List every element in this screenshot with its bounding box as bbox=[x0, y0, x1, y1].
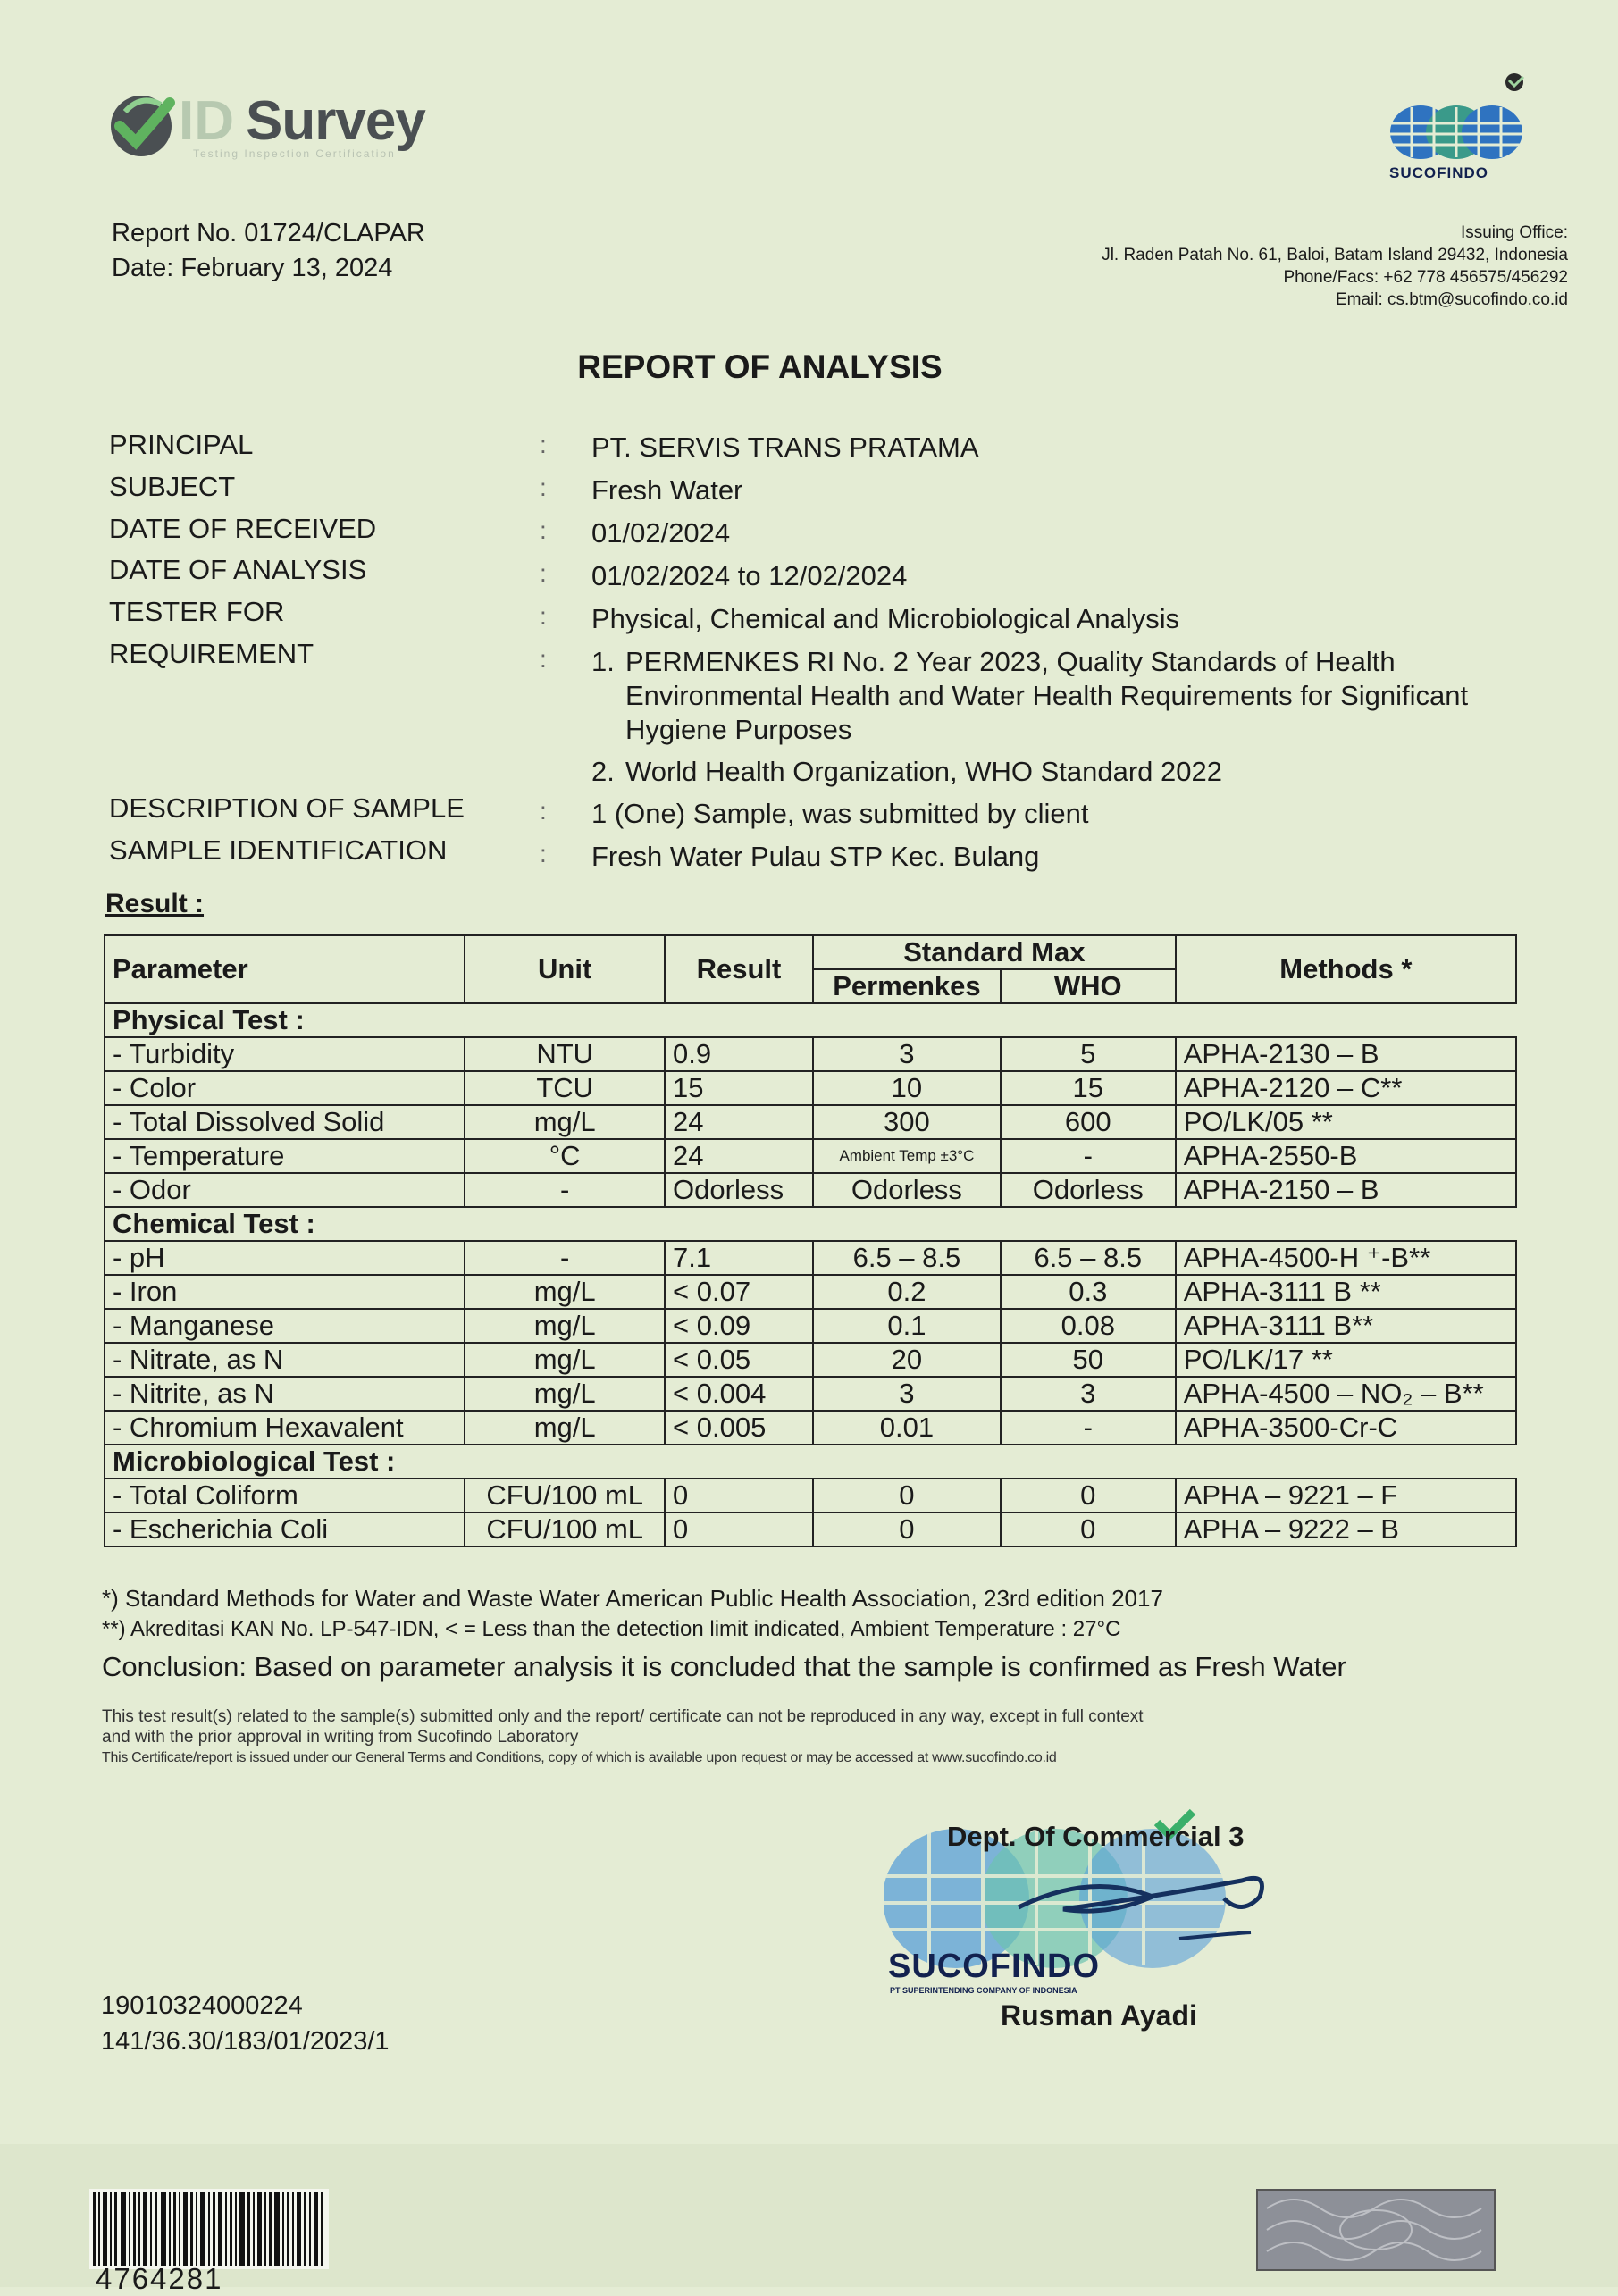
cell-unit: NTU bbox=[465, 1037, 665, 1071]
document-codes bbox=[101, 1988, 390, 2059]
cell-permenkes: 10 bbox=[813, 1071, 1001, 1105]
received-label: DATE OF RECEIVED bbox=[109, 513, 377, 544]
description-label: DESCRIPTION OF SAMPLE bbox=[109, 792, 465, 824]
table-row bbox=[105, 1411, 1516, 1445]
table-row bbox=[105, 1275, 1516, 1309]
report-date: Date: February 13, 2024 bbox=[112, 254, 393, 282]
cell-permenkes: Ambient Temp ±3°C bbox=[813, 1139, 1001, 1173]
colon: : bbox=[540, 559, 547, 587]
cell-parameter: - pH bbox=[105, 1241, 465, 1275]
cell-method: PO/LK/17 ** bbox=[1176, 1343, 1516, 1377]
colon: : bbox=[540, 797, 547, 825]
barcode-number: 4764281 bbox=[96, 2262, 223, 2295]
cell-who: 0.3 bbox=[1001, 1275, 1176, 1309]
cell-who: Odorless bbox=[1001, 1173, 1176, 1207]
cell-parameter: - Total Coliform bbox=[105, 1479, 465, 1513]
cell-method: APHA-3111 B** bbox=[1176, 1309, 1516, 1343]
cell-result: < 0.004 bbox=[665, 1377, 813, 1411]
requirement-number: 1. bbox=[591, 646, 615, 677]
cell-parameter: - Total Dissolved Solid bbox=[105, 1105, 465, 1139]
cell-unit: mg/L bbox=[465, 1411, 665, 1445]
cell-permenkes: 20 bbox=[813, 1343, 1001, 1377]
section-label: Chemical Test : bbox=[105, 1207, 1516, 1241]
cell-permenkes: 3 bbox=[813, 1037, 1001, 1071]
identification-value: Fresh Water Pulau STP Kec. Bulang bbox=[591, 841, 1040, 872]
cell-parameter: - Color bbox=[105, 1071, 465, 1105]
cell-result: < 0.005 bbox=[665, 1411, 813, 1445]
header-result: Result bbox=[665, 935, 813, 1003]
disclaimer-line: This test result(s) related to the sample(s) submitted only and the report/ certificate can not be reproduced in any way, except in full context bbox=[102, 1707, 1144, 1726]
disclaimer-line: This Certificate/report is issued under our General Terms and Conditions, copy of which is available upon request or may be accessed at www.sucofindo.co.id bbox=[102, 1750, 1057, 1765]
cell-who: - bbox=[1001, 1411, 1176, 1445]
cell-parameter: - Escherichia Coli bbox=[105, 1513, 465, 1546]
cell-method: APHA-3111 B ** bbox=[1176, 1275, 1516, 1309]
cell-who: 600 bbox=[1001, 1105, 1176, 1139]
analysis-value: 01/02/2024 to 12/02/2024 bbox=[591, 560, 908, 591]
cell-parameter: - Odor bbox=[105, 1173, 465, 1207]
office-line: Email: cs.btm@sucofindo.co.id bbox=[1335, 290, 1568, 309]
office-line: Phone/Facs: +62 778 456575/456292 bbox=[1283, 268, 1568, 287]
cell-parameter: - Chromium Hexavalent bbox=[105, 1411, 465, 1445]
cell-result: 15 bbox=[665, 1071, 813, 1105]
cell-parameter: - Nitrate, as N bbox=[105, 1343, 465, 1377]
table-row bbox=[105, 1105, 1516, 1139]
cell-unit: TCU bbox=[465, 1071, 665, 1105]
report-number-block bbox=[112, 216, 425, 286]
office-line: Issuing Office: bbox=[1460, 223, 1568, 242]
principal-label: PRINCIPAL bbox=[109, 429, 254, 460]
footnote-standard-methods: *) Standard Methods for Water and Waste Water American Public Health Association, 23rd edition 2017 bbox=[102, 1585, 1163, 1612]
analysis-label: DATE OF ANALYSIS bbox=[109, 554, 367, 585]
cell-who: 6.5 – 8.5 bbox=[1001, 1241, 1176, 1275]
cell-parameter: - Turbidity bbox=[105, 1037, 465, 1071]
cell-method: APHA-4500 – NO₂ – B** bbox=[1176, 1377, 1516, 1411]
table-row bbox=[105, 1173, 1516, 1207]
header-unit: Unit bbox=[465, 935, 665, 1003]
header-permenkes: Permenkes bbox=[813, 969, 1001, 1003]
header-standard-max: Standard Max bbox=[813, 935, 1176, 969]
requirement-text: PERMENKES RI No. 2 Year 2023, Quality Standards of Health Environmental Health and Water Health Requirements for Significant Hygiene Purposes bbox=[625, 646, 1469, 745]
cell-unit: mg/L bbox=[465, 1275, 665, 1309]
cell-method: APHA – 9222 – B bbox=[1176, 1513, 1516, 1546]
cell-who: 5 bbox=[1001, 1037, 1176, 1071]
results-table bbox=[104, 934, 1517, 1547]
table-header-row bbox=[105, 935, 1516, 969]
cell-result: 24 bbox=[665, 1105, 813, 1139]
subject-label: SUBJECT bbox=[109, 471, 236, 502]
cell-unit: - bbox=[465, 1173, 665, 1207]
cell-who: 50 bbox=[1001, 1343, 1176, 1377]
subject-value: Fresh Water bbox=[591, 474, 743, 506]
cell-unit: mg/L bbox=[465, 1105, 665, 1139]
footnote-accreditation: **) Akreditasi KAN No. LP-547-IDN, < = Less than the detection limit indicated, Ambient Temperature : 27°C bbox=[102, 1617, 1121, 1641]
table-row bbox=[105, 1479, 1516, 1513]
table-row bbox=[105, 1139, 1516, 1173]
report-number: Report No. 01724/CLAPAR bbox=[112, 219, 425, 247]
cell-permenkes: 0 bbox=[813, 1479, 1001, 1513]
cell-unit: CFU/100 mL bbox=[465, 1479, 665, 1513]
cell-who: 15 bbox=[1001, 1071, 1176, 1105]
cell-result: 0 bbox=[665, 1479, 813, 1513]
cell-result: 24 bbox=[665, 1139, 813, 1173]
security-hologram-icon bbox=[1256, 2189, 1496, 2271]
cell-permenkes: Odorless bbox=[813, 1173, 1001, 1207]
cell-permenkes: 0.01 bbox=[813, 1411, 1001, 1445]
cell-unit: CFU/100 mL bbox=[465, 1513, 665, 1546]
cell-permenkes: 300 bbox=[813, 1105, 1001, 1139]
document-code: 141/36.30/183/01/2023/1 bbox=[101, 2027, 390, 2056]
cell-unit: °C bbox=[465, 1139, 665, 1173]
conclusion: Conclusion: Based on parameter analysis it is concluded that the sample is confirmed as Fresh Water bbox=[102, 1651, 1346, 1682]
cell-permenkes: 3 bbox=[813, 1377, 1001, 1411]
table-row bbox=[105, 1309, 1516, 1343]
table-row bbox=[105, 1513, 1516, 1546]
requirement-item-2 bbox=[591, 755, 1521, 789]
requirement-label: REQUIREMENT bbox=[109, 638, 314, 669]
signer-name: Rusman Ayadi bbox=[1001, 1999, 1197, 2032]
colon: : bbox=[540, 840, 547, 867]
cell-result: 0.9 bbox=[665, 1037, 813, 1071]
cell-permenkes: 0.2 bbox=[813, 1275, 1001, 1309]
cell-result: 0 bbox=[665, 1513, 813, 1546]
sucofindo-logo-label: SUCOFINDO bbox=[1389, 164, 1488, 181]
cell-method: APHA-2120 – C** bbox=[1176, 1071, 1516, 1105]
cell-who: 3 bbox=[1001, 1377, 1176, 1411]
cell-method: APHA-2150 – B bbox=[1176, 1173, 1516, 1207]
report-title: REPORT OF ANALYSIS bbox=[577, 348, 943, 385]
header-methods: Methods * bbox=[1176, 935, 1516, 1003]
received-value: 01/02/2024 bbox=[591, 517, 731, 549]
description-value: 1 (One) Sample, was submitted by client bbox=[591, 798, 1089, 829]
tester-label: TESTER FOR bbox=[109, 596, 285, 627]
stamp-company-subtitle: PT SUPERINTENDING COMPANY OF INDONESIA bbox=[890, 1986, 1077, 1995]
cell-who: 0 bbox=[1001, 1479, 1176, 1513]
cell-permenkes: 6.5 – 8.5 bbox=[813, 1241, 1001, 1275]
table-row bbox=[105, 1343, 1516, 1377]
cell-result: < 0.07 bbox=[665, 1275, 813, 1309]
cell-parameter: - Manganese bbox=[105, 1309, 465, 1343]
cell-unit: - bbox=[465, 1241, 665, 1275]
cell-result: < 0.09 bbox=[665, 1309, 813, 1343]
cell-method: APHA-3500-Cr-C bbox=[1176, 1411, 1516, 1445]
cell-unit: mg/L bbox=[465, 1377, 665, 1411]
tester-value: Physical, Chemical and Microbiological Analysis bbox=[591, 603, 1180, 634]
result-heading: Result : bbox=[105, 889, 205, 918]
barcode-icon bbox=[89, 2189, 329, 2269]
cell-parameter: - Iron bbox=[105, 1275, 465, 1309]
document-code: 19010324000224 bbox=[101, 1991, 303, 2020]
cell-who: 0.08 bbox=[1001, 1309, 1176, 1343]
dept-label: Dept. Of Commercial 3 bbox=[947, 1821, 1245, 1852]
table-row bbox=[105, 1377, 1516, 1411]
disclaimer bbox=[102, 1706, 1478, 1768]
cell-method: PO/LK/05 ** bbox=[1176, 1105, 1516, 1139]
colon: : bbox=[540, 516, 547, 544]
colon: : bbox=[540, 602, 547, 630]
section-row-microbiological bbox=[105, 1445, 1516, 1479]
section-row-chemical bbox=[105, 1207, 1516, 1241]
requirement-text: World Health Organization, WHO Standard 2022 bbox=[625, 756, 1222, 787]
stamp-company-name: SUCOFINDO bbox=[888, 1948, 1100, 1985]
header-parameter: Parameter bbox=[105, 935, 465, 1003]
cell-result: Odorless bbox=[665, 1173, 813, 1207]
table-row bbox=[105, 1071, 1516, 1105]
idsurvey-logo-text: Survey bbox=[246, 90, 425, 152]
idsurvey-logo-prefix: ID bbox=[179, 90, 234, 152]
cell-permenkes: 0.1 bbox=[813, 1309, 1001, 1343]
colon: : bbox=[540, 645, 547, 673]
cell-parameter: - Nitrite, as N bbox=[105, 1377, 465, 1411]
idsurvey-tagline: Testing Inspection Certification bbox=[193, 147, 396, 160]
cell-parameter: - Temperature bbox=[105, 1139, 465, 1173]
cell-who: - bbox=[1001, 1139, 1176, 1173]
requirement-item-1 bbox=[591, 645, 1521, 747]
cell-unit: mg/L bbox=[465, 1343, 665, 1377]
section-label: Physical Test : bbox=[105, 1003, 1516, 1037]
cell-method: APHA – 9221 – F bbox=[1176, 1479, 1516, 1513]
cell-method: APHA-2550-B bbox=[1176, 1139, 1516, 1173]
cell-permenkes: 0 bbox=[813, 1513, 1001, 1546]
issuing-office bbox=[1102, 222, 1568, 311]
table-row bbox=[105, 1037, 1516, 1071]
section-label: Microbiological Test : bbox=[105, 1445, 1516, 1479]
office-line: Jl. Raden Patah No. 61, Baloi, Batam Island 29432, Indonesia bbox=[1102, 246, 1568, 264]
principal-value: PT. SERVIS TRANS PRATAMA bbox=[591, 432, 979, 463]
requirement-number: 2. bbox=[591, 756, 615, 787]
cell-result: < 0.05 bbox=[665, 1343, 813, 1377]
colon: : bbox=[540, 431, 547, 458]
cell-result: 7.1 bbox=[665, 1241, 813, 1275]
cell-method: APHA-4500-H ⁺-B** bbox=[1176, 1241, 1516, 1275]
table-row bbox=[105, 1241, 1516, 1275]
disclaimer-line: and with the prior approval in writing from Sucofindo Laboratory bbox=[102, 1728, 579, 1747]
identification-label: SAMPLE IDENTIFICATION bbox=[109, 834, 448, 866]
header-who: WHO bbox=[1001, 969, 1176, 1003]
cell-who: 0 bbox=[1001, 1513, 1176, 1546]
cell-unit: mg/L bbox=[465, 1309, 665, 1343]
cell-method: APHA-2130 – B bbox=[1176, 1037, 1516, 1071]
colon: : bbox=[540, 473, 547, 501]
section-row-physical bbox=[105, 1003, 1516, 1037]
